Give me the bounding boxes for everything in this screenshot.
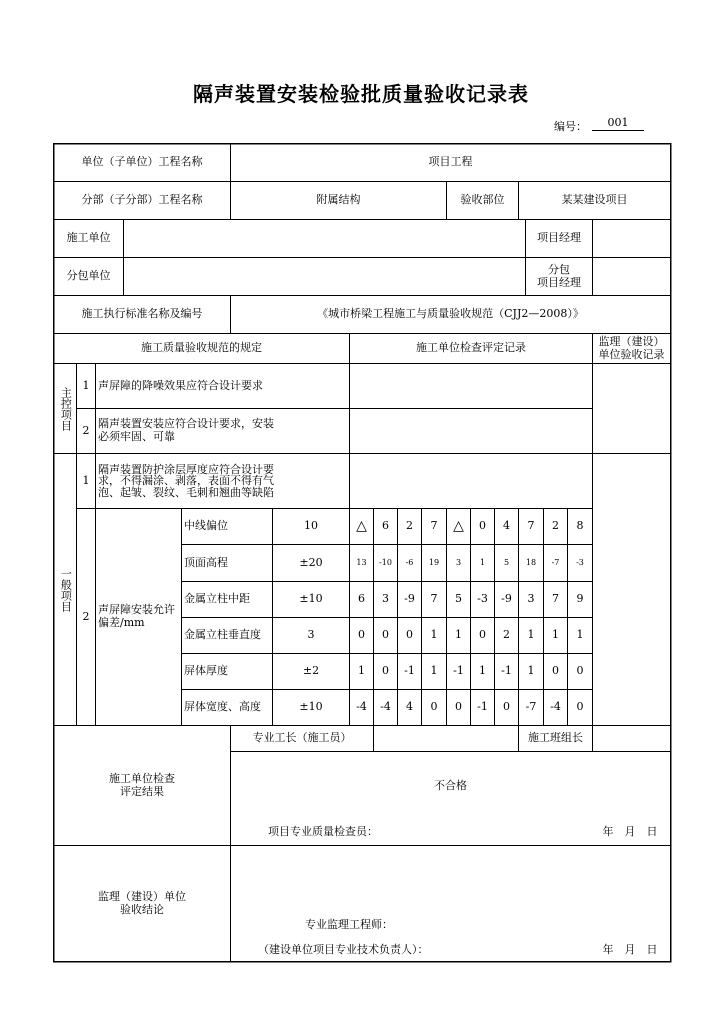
deviation-measured-value: 7 — [430, 519, 438, 533]
deviation-measured-value: 2 — [406, 519, 413, 533]
deviation-measured-value: 3 — [382, 592, 389, 606]
deviation-measured-value: -1 — [453, 664, 464, 678]
page-title: 隔声装置安装检验批质量验收记录表 — [193, 82, 529, 106]
supervision-header-line1: 监理（建设） — [598, 334, 665, 348]
main-item-1-text: 声屏障的降噪效果应符合设计要求 — [98, 378, 263, 392]
deviation-measured-value: -7 — [551, 558, 560, 568]
deviation-measured-value: 4 — [503, 519, 510, 533]
inspector-label: 项目专业质量检查员： — [268, 824, 378, 838]
deviation-measured-value: 4 — [406, 700, 413, 714]
main-item-1-no: 1 — [82, 378, 90, 392]
deviation-measured-value: -3 — [576, 558, 584, 568]
deviation-measured-value: -7 — [525, 700, 537, 714]
owner-label: （建设单位项目专业技术负责人）： — [258, 942, 429, 956]
general-item-1-text: 隔声装置防护涂层厚度应符合设计要求，不得漏涂、剥落，表面不得有气泡、起皱、裂纹、毛刺和翘曲等缺陷 — [98, 462, 274, 499]
deviation-measured-value: -6 — [405, 558, 414, 568]
deviation-measured-value: 0 — [455, 700, 462, 714]
deviation-measured-value: 2 — [503, 628, 510, 642]
engineer-label: 专业监理工程师： — [305, 917, 393, 931]
deviation-measured-value: 0 — [406, 628, 413, 642]
deviation-measured-value: -1 — [404, 664, 415, 678]
deviation-measured-value: 5 — [455, 592, 462, 606]
deviation-measured-value: -9 — [501, 592, 512, 606]
deviation-measured-value: 6 — [382, 519, 389, 533]
acceptance-part-label: 验收部位 — [460, 193, 505, 207]
code-label: 编号： — [554, 120, 587, 133]
check-result-label-line1: 施工单位检查 — [109, 771, 175, 785]
general-item-2-no: 2 — [82, 609, 90, 623]
deviation-item-name: 屏体厚度 — [184, 664, 228, 678]
record-column-header: 施工单位检查评定记录 — [416, 341, 526, 355]
main-item-2-text: 隔声装置安装应符合设计要求，安装必须牢固、可靠 — [98, 417, 274, 443]
subcontract-manager-label-line2: 项目经理 — [537, 275, 581, 289]
supervision-column-header — [593, 334, 670, 363]
construction-unit-label: 施工单位 — [66, 231, 111, 245]
deviation-measured-value: -4 — [380, 700, 391, 714]
deviation-tolerance: 3 — [307, 628, 315, 642]
deviation-measured-value: 1 — [455, 628, 462, 642]
check-result-label-line2: 评定结果 — [120, 784, 164, 798]
unit-name-value: 项目工程 — [428, 155, 473, 169]
acceptance-part-value: 某某建设项目 — [561, 193, 628, 207]
deviation-measured-value: 1 — [552, 628, 559, 642]
deviation-measured-value: 9 — [576, 592, 584, 606]
project-manager-label: 项目经理 — [537, 231, 581, 245]
supervision-conclusion-label — [54, 846, 230, 962]
deviation-measured-value: 8 — [576, 519, 584, 533]
deviation-measured-value: △ — [356, 518, 367, 535]
deviation-measured-value: -3 — [477, 592, 488, 606]
deviation-measured-value: 0 — [382, 664, 389, 678]
deviation-measured-value: 3 — [527, 592, 535, 606]
deviation-measured-value: 0 — [430, 700, 438, 714]
supervision-label-line1: 监理（建设）单位 — [98, 890, 186, 904]
deviation-item-name: 顶面高程 — [184, 555, 228, 569]
deviation-measured-value: 19 — [428, 558, 440, 568]
check-result-value: 不合格 — [434, 778, 467, 792]
deviation-measured-value: -9 — [404, 592, 415, 606]
deviation-measured-value: 1 — [576, 628, 584, 642]
deviation-measured-value: 6 — [358, 592, 365, 606]
deviation-measured-value: 1 — [479, 664, 486, 678]
main-item-2-no: 2 — [82, 423, 90, 437]
deviation-measured-value: 0 — [552, 664, 559, 678]
general-item-2-text: 声屏障安装允许偏差/mm — [98, 603, 175, 629]
deviation-measured-value: 3 — [455, 558, 462, 568]
deviation-measured-value: △ — [453, 518, 464, 535]
part-name-value: 附属结构 — [316, 193, 361, 207]
deviation-measured-value: 1 — [479, 558, 486, 568]
standard-value: 《城市桥梁工程施工与质量验收规范（CJJ2—2008）》 — [317, 307, 584, 321]
unit-name-label: 单位（子单位）工程名称 — [81, 155, 203, 169]
spec-column-header: 施工质量验收规范的规定 — [141, 341, 262, 355]
date-2: 年 月 日 — [602, 942, 658, 956]
deviation-measured-value: 7 — [430, 592, 438, 606]
subcontract-manager-label-line1: 分包 — [548, 262, 570, 276]
check-result-label — [54, 726, 230, 845]
deviation-measured-value: 0 — [503, 700, 510, 714]
deviation-measured-value: 0 — [479, 628, 486, 642]
deviation-tolerance: 10 — [304, 519, 318, 533]
date-1: 年 月 日 — [602, 824, 658, 838]
team-leader-label: 施工班组长 — [528, 731, 583, 745]
deviation-item-name: 金属立柱中距 — [184, 592, 250, 606]
deviation-tolerance: ±10 — [299, 700, 323, 714]
standard-label: 施工执行标准名称及编号 — [81, 307, 203, 321]
deviation-measured-value: -1 — [501, 664, 512, 678]
supervision-header-line2: 单位验收记录 — [598, 347, 665, 361]
deviation-measured-value: -10 — [379, 558, 392, 568]
deviation-measured-value: 5 — [503, 558, 510, 568]
deviation-measured-value: -4 — [356, 700, 367, 714]
main-control-label: 主控项目 — [59, 386, 73, 431]
deviation-measured-value: 18 — [525, 558, 537, 568]
deviation-measured-value: 1 — [527, 664, 535, 678]
deviation-measured-value: 0 — [358, 628, 365, 642]
foreman-label: 专业工长（施工员） — [252, 731, 352, 745]
deviation-item-name: 中线偏位 — [184, 519, 228, 533]
deviation-measured-value: 1 — [430, 664, 438, 678]
code-value: 001 — [592, 116, 644, 131]
deviation-tolerance: ±2 — [302, 664, 320, 678]
deviation-tolerance: ±20 — [299, 555, 323, 569]
deviation-measured-value: 1 — [358, 664, 365, 678]
deviation-measured-value: -4 — [550, 700, 561, 714]
general-item-1-no: 1 — [82, 473, 90, 487]
deviation-measured-value: 0 — [576, 664, 584, 678]
deviation-measured-value: 1 — [527, 628, 535, 642]
supervision-label-line2: 验收结论 — [120, 903, 164, 916]
deviation-item-name: 屏体宽度、高度 — [184, 700, 261, 714]
deviation-measured-value: 1 — [430, 628, 438, 642]
deviation-measured-value: 7 — [552, 592, 559, 606]
subcontract-unit-label: 分包单位 — [66, 269, 111, 283]
general-label: 一般项目 — [59, 567, 73, 612]
deviation-item-name: 金属立柱垂直度 — [184, 628, 261, 642]
deviation-measured-value: -1 — [477, 700, 488, 714]
deviation-tolerance: ±10 — [299, 592, 323, 606]
part-name-label: 分部（子分部）工程名称 — [81, 193, 203, 207]
subcontract-manager-label — [526, 258, 592, 295]
deviation-measured-value: 7 — [527, 519, 535, 533]
deviation-measured-value: 0 — [479, 519, 486, 533]
deviation-measured-value: 2 — [552, 519, 559, 533]
deviation-measured-value: 0 — [382, 628, 389, 642]
deviation-measured-value: 0 — [576, 700, 584, 714]
deviation-measured-value: 13 — [356, 558, 367, 568]
